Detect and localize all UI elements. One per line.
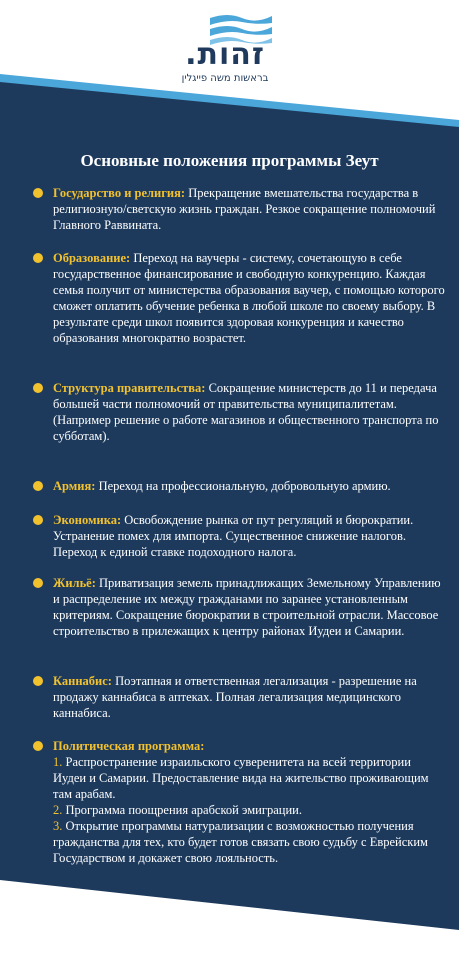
bullet-icon bbox=[33, 383, 43, 393]
point-text: Программа поощрения арабской эмиграции. bbox=[62, 803, 302, 817]
item-text: Освобождение рынка от пут регуляций и бюрократии. Устранение помех для импорта. Существенное снижение налогов. Переход к единой ставке подоходного налога. bbox=[53, 513, 414, 559]
logo-wordmark: זהות. bbox=[185, 37, 265, 72]
item-heading: Государство и религия: bbox=[53, 186, 186, 200]
list-item-army bbox=[53, 478, 445, 494]
logo bbox=[0, 0, 459, 90]
item-heading: Структура правительства: bbox=[53, 381, 206, 395]
item-text: Сокращение министерств до 11 и передача большей части полномочий от правительства муниципалитетам. (Например решение о работе магазинов и общественного транспорта по субботам). bbox=[53, 381, 439, 443]
logo-subline: בראשות משה פייגלין bbox=[181, 73, 269, 84]
point-number: 1. bbox=[53, 755, 63, 769]
item-heading: Каннабис: bbox=[53, 674, 112, 688]
point-text: Открытие программы натурализации с возможностью получения гражданства для тех, кто будет готов связать свою судьбу с Еврейским Государством и докажет свою лояльность. bbox=[53, 819, 428, 865]
list-item-housing bbox=[53, 575, 445, 639]
item-heading: Образование: bbox=[53, 251, 131, 265]
bullet-icon bbox=[33, 253, 43, 263]
point-number: 2. bbox=[53, 803, 63, 817]
point-text: Распространение израильского суверенитета на всей территории Иудеи и Самарии. Предоставление вида на жительство проживающим там арабам. bbox=[53, 755, 429, 801]
item-text: Поэтапная и ответственная легализация - разрешение на продажу каннабиса в аптеках. Полная легализация медицинского каннабиса. bbox=[53, 674, 417, 720]
bullet-icon bbox=[33, 481, 43, 491]
bullet-icon bbox=[33, 578, 43, 588]
political-point bbox=[53, 754, 445, 802]
list-item-government bbox=[53, 380, 445, 444]
bullet-icon bbox=[33, 515, 43, 525]
item-heading: Армия: bbox=[53, 479, 96, 493]
bullet-icon bbox=[33, 188, 43, 198]
list-item-economy bbox=[53, 512, 445, 560]
political-point bbox=[53, 818, 445, 866]
item-text: Переход на профессиональную, добровольную армию. bbox=[95, 479, 391, 493]
list-item-cannabis bbox=[53, 673, 445, 721]
item-heading: Экономика: bbox=[53, 513, 122, 527]
list-item-religion bbox=[53, 185, 445, 233]
item-text: Приватизация земель принадлижащих Земельному Управлению и распределение их между гражданами по заранее установленным критериям. Сокращение бюрократии в строительной отрасли. Массовое строительство в прилежащих к центру районах Иудеи и Самарии. bbox=[53, 576, 441, 638]
political-point bbox=[53, 802, 445, 818]
item-text: Прекращение вмешательства государства в религиозную/светскую жизнь граждан. Резкое сокращение полномочий Главного Раввината. bbox=[53, 186, 436, 232]
item-heading: Жильё: bbox=[53, 576, 96, 590]
list-item-education bbox=[53, 250, 445, 346]
bullet-icon bbox=[33, 676, 43, 686]
bullet-icon bbox=[33, 741, 43, 751]
item-heading: Политическая программа: bbox=[53, 739, 205, 753]
page-title: Основные положения программы Зеут bbox=[80, 151, 379, 170]
point-number: 3. bbox=[53, 819, 63, 833]
list-item-political bbox=[53, 738, 445, 866]
item-text: Переход на ваучеры - систему, сочетающую в себе государственное финансирование и свободную конкуренцию. Каждая семья получит от министерства образования ваучер, с помощью которого сможет оплатить обучение ребенка в любой школе по своему выбору. В результате среди школ появится здоровая конкуренция и качество образования многократно возрастет. bbox=[53, 251, 445, 345]
